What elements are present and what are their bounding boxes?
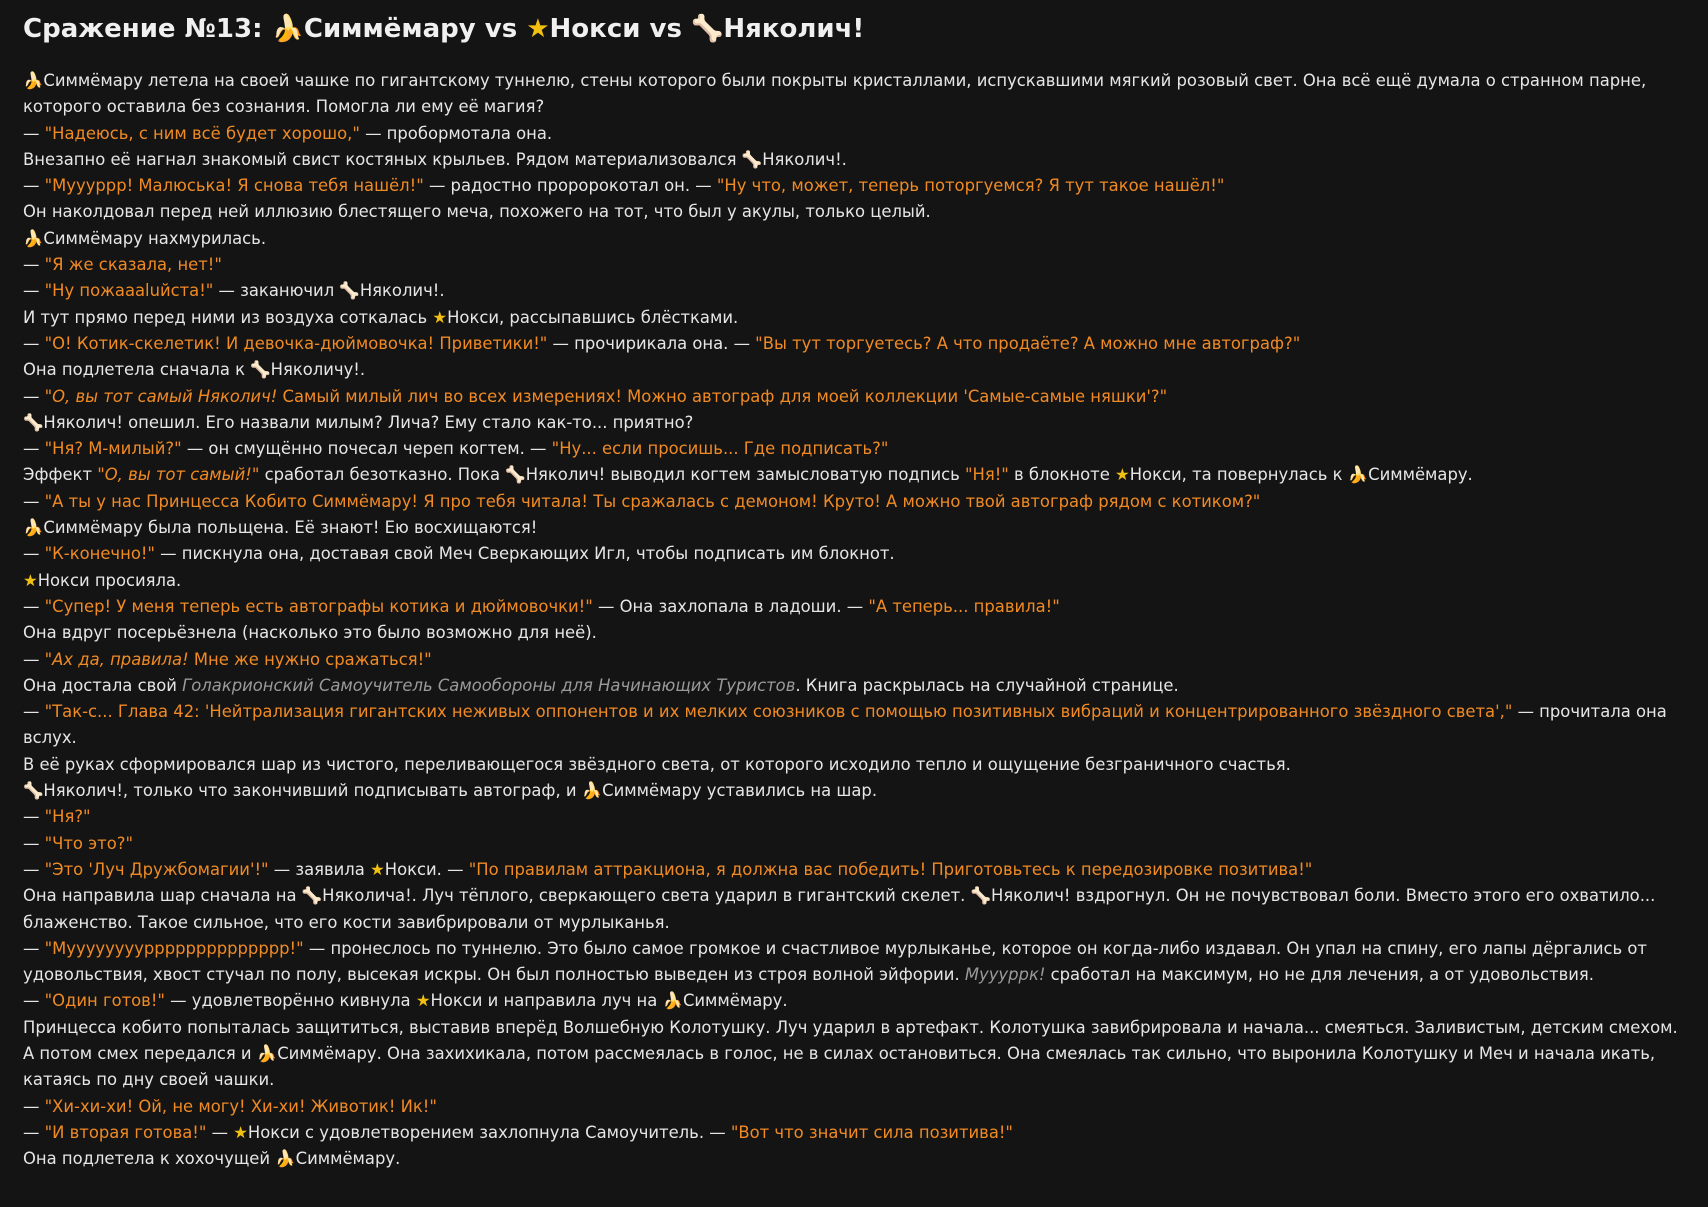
dialogue-quote: Мне же нужно сражаться!": [188, 649, 432, 669]
story-paragraph: [23, 226, 1686, 252]
dialogue-quote: Самый милый лич во всех измерениях! Можно автограф для моей коллекции 'Самые-самые няшки'?": [277, 386, 1168, 406]
star-icon: ★: [23, 570, 38, 590]
narration-text: Няколич!, только что закончивший подписывать автограф, и: [43, 781, 582, 801]
dialogue-quote: "Ну что, может, теперь поторгуемся? Я тут такое нашёл!": [716, 176, 1225, 196]
banana-icon: 🍌: [1347, 465, 1369, 485]
bone-icon: 🦴: [301, 886, 323, 906]
dialogue-quote: "Так-с... Глава 42: 'Нейтрализация гигантских неживых оппонентов и их мелких союзников с помощью позитивных вибраций и концентрированного звёздного света',": [44, 702, 1513, 722]
story-paragraph: [23, 1094, 1686, 1120]
dialogue-quote-italic: О, вы тот самый Няколич!: [52, 386, 278, 406]
narration-text: Симмёмару уставились на шар.: [602, 781, 878, 801]
battle-title: [23, 12, 1686, 46]
dialogue-quote: "Что это?": [44, 833, 133, 853]
narration-text: —: [23, 702, 45, 722]
story-paragraph: [23, 568, 1686, 594]
story-paragraph: [23, 1015, 1686, 1094]
dialogue-quote-italic: О, вы тот самый!: [104, 465, 252, 485]
dialogue-quote: "А ты у нас Принцесса Кобито Симмёмару! Я про тебя читала! Ты сражалась с демоном! Круто! А можно твой автограф рядом с котиком?": [44, 491, 1261, 511]
story-paragraph: [23, 173, 1686, 199]
story-paragraph: [23, 462, 1686, 488]
star-icon: ★: [1115, 465, 1130, 485]
dialogue-quote: ": [44, 649, 53, 669]
story-paragraph: [23, 252, 1686, 278]
story-paragraph: [23, 436, 1686, 462]
story-paragraph: [23, 147, 1686, 173]
narration-text: — заявила: [268, 859, 371, 879]
narration-text: —: [23, 991, 45, 1011]
narration-text: Нокси с удовлетворением захлопнула Самоучитель. —: [247, 1122, 731, 1142]
narration-text: —: [23, 255, 45, 275]
title-vs-2: vs: [640, 14, 691, 44]
dialogue-quote: "О! Котик-скелетик! И девочка-дюймовочка! Приветики!": [44, 333, 548, 353]
narration-text: —: [23, 859, 45, 879]
narration-text: Эффект: [23, 465, 98, 485]
narration-text: Она подлетела к хохочущей: [23, 1149, 276, 1169]
banana-icon: 🍌: [23, 228, 44, 248]
dialogue-quote: "Ну пожаааluйста!": [44, 281, 214, 301]
star-icon: ★: [415, 991, 431, 1011]
story-paragraph: [23, 883, 1686, 936]
narration-text: —: [23, 544, 45, 564]
dialogue-quote: "По правилам аттракциона, я должна вас победить! Приготовьтесь к передозировке позитива!": [468, 859, 1313, 879]
dialogue-quote: "Я же сказала, нет!": [44, 255, 222, 275]
title-vs-1: vs: [475, 14, 527, 44]
dialogue-quote: "Ня? М-милый?": [44, 439, 182, 459]
dialogue-quote-italic: Ах да, правила!: [52, 649, 189, 669]
dialogue-quote: "Ня!": [965, 465, 1009, 485]
narration-text: Няколич! опешил. Его назвали милым? Лича? Ему стало как-то... приятно?: [43, 412, 694, 432]
title-fighter-2: Нокси: [549, 14, 641, 44]
story-paragraph: [23, 121, 1686, 147]
bone-icon: 🦴: [690, 14, 724, 44]
narration-text: в блокноте: [1008, 465, 1116, 485]
bone-icon: 🦴: [250, 360, 271, 380]
narration-text: — прочитала она вслух.: [23, 702, 1667, 748]
story-paragraph: [23, 199, 1686, 225]
narration-text: — прочирикала она. —: [547, 333, 756, 353]
narration-text: Нокси, та повернулась к: [1129, 465, 1348, 485]
narration-text: Она направила шар сначала на: [23, 886, 302, 906]
narration-text: — пискнула она, доставая свой Меч Сверкающих Игл, чтобы подписать им блокнот.: [154, 544, 895, 564]
narration-text: — пробормотала она.: [359, 123, 553, 143]
bone-icon: 🦴: [741, 149, 763, 169]
title-fighter-3: Няколич!: [723, 14, 865, 44]
story-paragraph: [23, 68, 1686, 121]
story-paragraph: [23, 1120, 1686, 1146]
narration-text: . Книга раскрылась на случайной странице.: [795, 675, 1179, 695]
banana-icon: 🍌: [662, 991, 683, 1011]
narration-text: сработал на максимум, но не для лечения, а от удовольствия.: [1045, 965, 1594, 985]
narration-text: —: [23, 333, 45, 353]
story-paragraph: [23, 936, 1686, 989]
narration-text: Симмёмару.: [295, 1149, 401, 1169]
narration-text: Няколича!. Луч тёплого, сверкающего света ударил в гигантский скелет.: [322, 886, 971, 906]
narration-text: В её руках сформировался шар из чистого, переливающегося звёздного света, от которого исходило тепло и ощущение безграничного счастья.: [23, 754, 1291, 774]
narration-text: Симмёмару.: [682, 991, 788, 1011]
narration-text: —: [23, 833, 45, 853]
narration-text: Няколич!.: [359, 281, 445, 301]
star-icon: ★: [432, 307, 448, 327]
narration-text: Нокси просияла.: [37, 570, 182, 590]
narration-text: —: [23, 807, 45, 827]
narration-text: Он наколдовал перед ней иллюзию блестящего меча, похожего на тот, что был у акулы, только целый.: [23, 202, 931, 222]
bone-icon: 🦴: [23, 781, 44, 801]
narration-text: — пронеслось по туннелю. Это было самое громкое и счастливое мурлыканье, которое он когда-либо издавал. Он упал на спину, его лапы дёргались от удовольствия, хвост стучал по полу, высекая искры. Он был полностью выведен из строя волной эйфории.: [23, 938, 1647, 985]
dialogue-quote: ": [97, 465, 105, 485]
star-icon: ★: [233, 1122, 248, 1142]
banana-icon: 🍌: [23, 71, 44, 90]
star-icon: ★: [370, 859, 385, 879]
narration-text: — он смущённо почесал череп когтем. —: [181, 439, 552, 459]
narration-text: —: [23, 596, 45, 616]
narration-text: Нокси, рассыпавшись блёстками.: [447, 307, 739, 327]
bone-icon: 🦴: [339, 281, 360, 301]
italic-note: Голакрионский Самоучитель Самообороны для Начинающих Туристов: [182, 675, 796, 695]
dialogue-quote: "И вторая готова!": [44, 1122, 207, 1142]
narration-text: Симмёмару была польщена. Её знают! Ею восхищаются!: [43, 518, 538, 538]
narration-text: —: [23, 938, 45, 958]
story-paragraph: [23, 278, 1686, 304]
bone-icon: 🦴: [505, 465, 526, 485]
dialogue-quote: "Вот что значит сила позитива!": [730, 1122, 1013, 1142]
narration-text: —: [23, 1122, 45, 1142]
story-paragraph: [23, 305, 1686, 331]
italic-note: Муууррк!: [964, 965, 1046, 985]
story-paragraph: [23, 804, 1686, 830]
story-paragraph: [23, 752, 1686, 778]
dialogue-quote: "Надеюсь, с ним всё будет хорошо,": [44, 123, 360, 143]
dialogue-quote: ": [251, 465, 260, 485]
dialogue-quote: "Один готов!": [44, 991, 165, 1011]
story-paragraph: [23, 699, 1686, 752]
narration-text: — радостно проророкотал он. —: [423, 176, 717, 196]
narration-text: Нокси. —: [384, 859, 469, 879]
narration-text: —: [23, 123, 45, 143]
story-paragraph: [23, 988, 1686, 1014]
story-paragraph: [23, 384, 1686, 410]
title-prefix: Сражение №13:: [23, 14, 272, 44]
narration-text: —: [206, 1122, 234, 1142]
dialogue-quote: "Муууррр! Малюська! Я снова тебя нашёл!": [44, 176, 424, 196]
narration-text: Она достала свой: [23, 675, 183, 695]
story-paragraph: [23, 515, 1686, 541]
narration-text: Няколич!.: [762, 149, 847, 169]
dialogue-quote: "Ня?": [44, 807, 91, 827]
narration-text: Она подлетела сначала к: [23, 360, 251, 380]
banana-icon: 🍌: [275, 1149, 296, 1169]
narration-text: Внезапно её нагнал знакомый свист костяных крыльев. Рядом материализовался: [23, 149, 742, 169]
bone-icon: 🦴: [23, 412, 44, 432]
star-icon: ★: [526, 14, 550, 44]
dialogue-quote: "Хи-хи-хи! Ой, не могу! Хи-хи! Животик! Ик!": [44, 1096, 437, 1116]
story-paragraph: [23, 541, 1686, 567]
story-paragraph: [23, 857, 1686, 883]
story-paragraph: [23, 778, 1686, 804]
narration-text: Принцесса кобито попыталась защититься, выставив вперёд Волшебную Колотушку. Луч ударил в артефакт. Колотушка завибрировала и начала... смеяться. Заливистым, детским смехом. А потом смех передался и: [23, 1017, 1678, 1063]
dialogue-quote: ": [44, 386, 53, 406]
narration-text: — удовлетворённо кивнула: [164, 991, 416, 1011]
dialogue-quote: "Это 'Луч Дружбомагии'!": [44, 859, 269, 879]
banana-icon: 🍌: [256, 1043, 278, 1063]
narration-text: —: [23, 439, 45, 459]
narration-text: Симмёмару.: [1368, 465, 1473, 485]
banana-icon: 🍌: [23, 518, 44, 538]
narration-text: И тут прямо перед ними из воздуха соткалась: [23, 307, 433, 327]
narration-text: — заканючил: [213, 281, 340, 301]
narration-text: Симмёмару летела на своей чашке по гигантскому туннелю, стены которого были покрыты кристаллами, испускавшими мягкий розовый свет. Она всё ещё думала о странном парне, которого оставила без сознания. Помогла ли ему её магия?: [23, 71, 1647, 117]
narration-text: Няколичу!.: [270, 360, 366, 380]
story-paragraph: [23, 594, 1686, 620]
dialogue-quote: "Супер! У меня теперь есть автографы котика и дюймовочки!": [44, 596, 593, 616]
dialogue-quote: "Вы тут торгуетесь? А что продаёте? А можно мне автограф?": [755, 333, 1301, 353]
story-paragraph: [23, 489, 1686, 515]
narration-text: — Она захлопала в ладоши. —: [592, 596, 869, 616]
narration-text: Симмёмару. Она захихикала, потом рассмеялась в голос, не в силах остановиться. Она смеялась так сильно, что выронила Колотушку и Меч и начала икать, катаясь по дну своей чашки.: [23, 1043, 1656, 1090]
narration-text: —: [23, 176, 45, 196]
story-paragraph: [23, 1146, 1686, 1172]
story-paragraph: [23, 331, 1686, 357]
story-paragraph: [23, 357, 1686, 383]
narration-text: Нокси и направила луч на: [430, 991, 663, 1011]
narration-text: Няколич! вздрогнул. Он не почувствовал боли. Вместо этого его охватило... блаженство. Такое сильное, что его кости завибрировали от мурлыканья.: [23, 886, 1656, 932]
dialogue-quote: "К-конечно!": [44, 544, 155, 564]
narration-text: —: [23, 649, 45, 669]
banana-icon: 🍌: [581, 781, 603, 801]
narration-text: —: [23, 1096, 45, 1116]
dialogue-quote: "Ну... если просишь... Где подписать?": [551, 439, 889, 459]
narration-text: Няколич! выводил когтем замысловатую подпись: [525, 465, 965, 485]
story-paragraph: [23, 647, 1686, 673]
narration-text: —: [23, 491, 45, 511]
narration-text: Симмёмару нахмурилась.: [43, 228, 267, 248]
narration-text: —: [23, 386, 45, 406]
story-paragraph: [23, 410, 1686, 436]
story-paragraph: [23, 620, 1686, 646]
story-paragraph: [23, 831, 1686, 857]
bone-icon: 🦴: [970, 886, 991, 906]
dialogue-quote: "Муууууууурррррррррррррр!": [44, 938, 304, 958]
narration-text: сработал безотказно. Пока: [259, 465, 506, 485]
dialogue-quote: "А теперь... правила!": [868, 596, 1060, 616]
title-fighter-1: Симмёмару: [303, 14, 476, 44]
banana-icon: 🍌: [271, 14, 304, 44]
story-text: [23, 68, 1686, 1172]
narration-text: Она вдруг посерьёзнела (насколько это было возможно для неё).: [23, 623, 597, 643]
story-paragraph: [23, 673, 1686, 699]
narration-text: —: [23, 281, 45, 301]
